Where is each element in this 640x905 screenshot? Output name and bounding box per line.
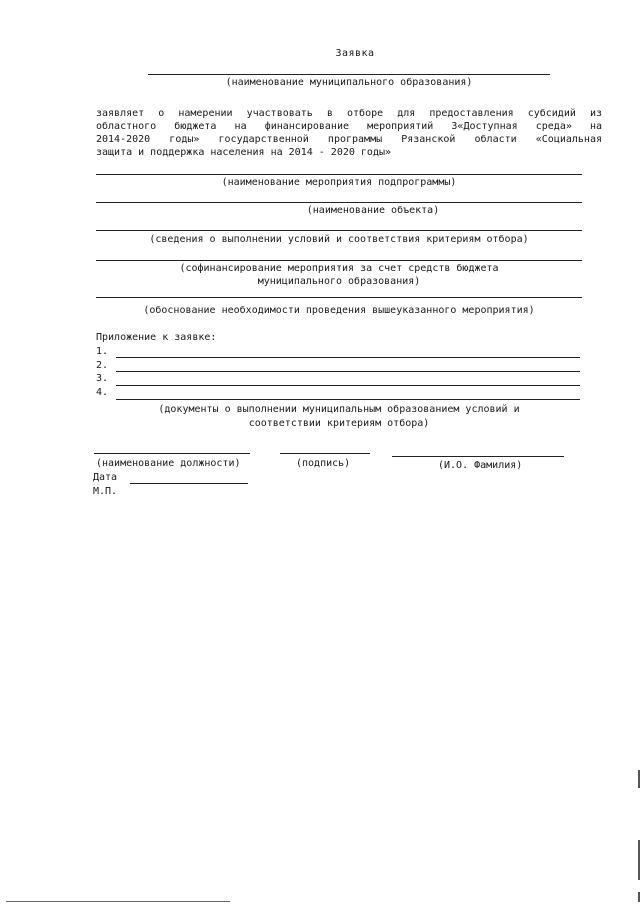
- conditions-line: [96, 230, 582, 231]
- cofinancing-line: [96, 260, 582, 261]
- date-line: [130, 483, 248, 484]
- attachments-heading: Приложение к заявке:: [96, 332, 217, 343]
- conditions-caption: (сведения о выполнении условий и соответствия критериям отбора): [149, 234, 529, 245]
- name-caption: (И.О. Фамилия): [438, 460, 523, 471]
- attachments-caption-2: соответствии критериям отбора): [248, 418, 430, 429]
- stamp-label: М.П.: [93, 486, 118, 497]
- event-caption: (наименование мероприятия подпрограммы): [221, 177, 457, 188]
- sign-line: [280, 453, 370, 454]
- justification-line: [96, 297, 582, 298]
- attachment-number-3: 3.: [96, 373, 109, 384]
- justification-caption: (обоснование необходимости проведения вышеуказанного мероприятия): [143, 305, 535, 316]
- bottom-margin-line: [6, 901, 230, 902]
- object-caption: (наименование объекта): [306, 205, 440, 216]
- sign-caption: (подпись): [296, 458, 351, 469]
- name-line: [392, 456, 564, 457]
- municipality-caption: (наименование муниципального образования): [225, 77, 473, 88]
- cofinancing-caption-1: (софинансирование мероприятия за счет средств бюджета: [179, 263, 499, 274]
- attachment-line-3: [116, 385, 580, 386]
- date-label: Дата: [93, 472, 118, 483]
- attachment-line-4: [116, 399, 580, 400]
- attachment-number-4: 4.: [96, 387, 109, 398]
- object-line: [96, 202, 582, 203]
- cofinancing-caption-2: муниципального образования): [257, 276, 421, 287]
- attachment-number-1: 1.: [96, 346, 109, 357]
- position-caption: (наименование должности): [96, 458, 241, 469]
- body-line-3: 2014-2020 годы» государственной программы Рязанской области «Социальная: [96, 134, 602, 145]
- event-line: [96, 174, 582, 175]
- attachment-number-2: 2.: [96, 360, 109, 371]
- attachments-caption-1: (документы о выполнении муниципальным образованием условий и: [158, 404, 520, 415]
- municipality-line: [148, 74, 550, 75]
- document-title: Заявка: [335, 48, 375, 59]
- body-line-4: защита и поддержка населения на 2014 - 2020 годы»: [96, 147, 392, 158]
- position-line: [94, 453, 250, 454]
- attachment-line-1: [116, 357, 580, 358]
- attachment-line-2: [116, 371, 580, 372]
- body-line-1: заявляет о намерении участвовать в отборе для предоставления субсидий из: [96, 108, 602, 119]
- body-line-2: областного бюджета на финансирование мероприятий 3«Доступная среда» на: [96, 121, 602, 132]
